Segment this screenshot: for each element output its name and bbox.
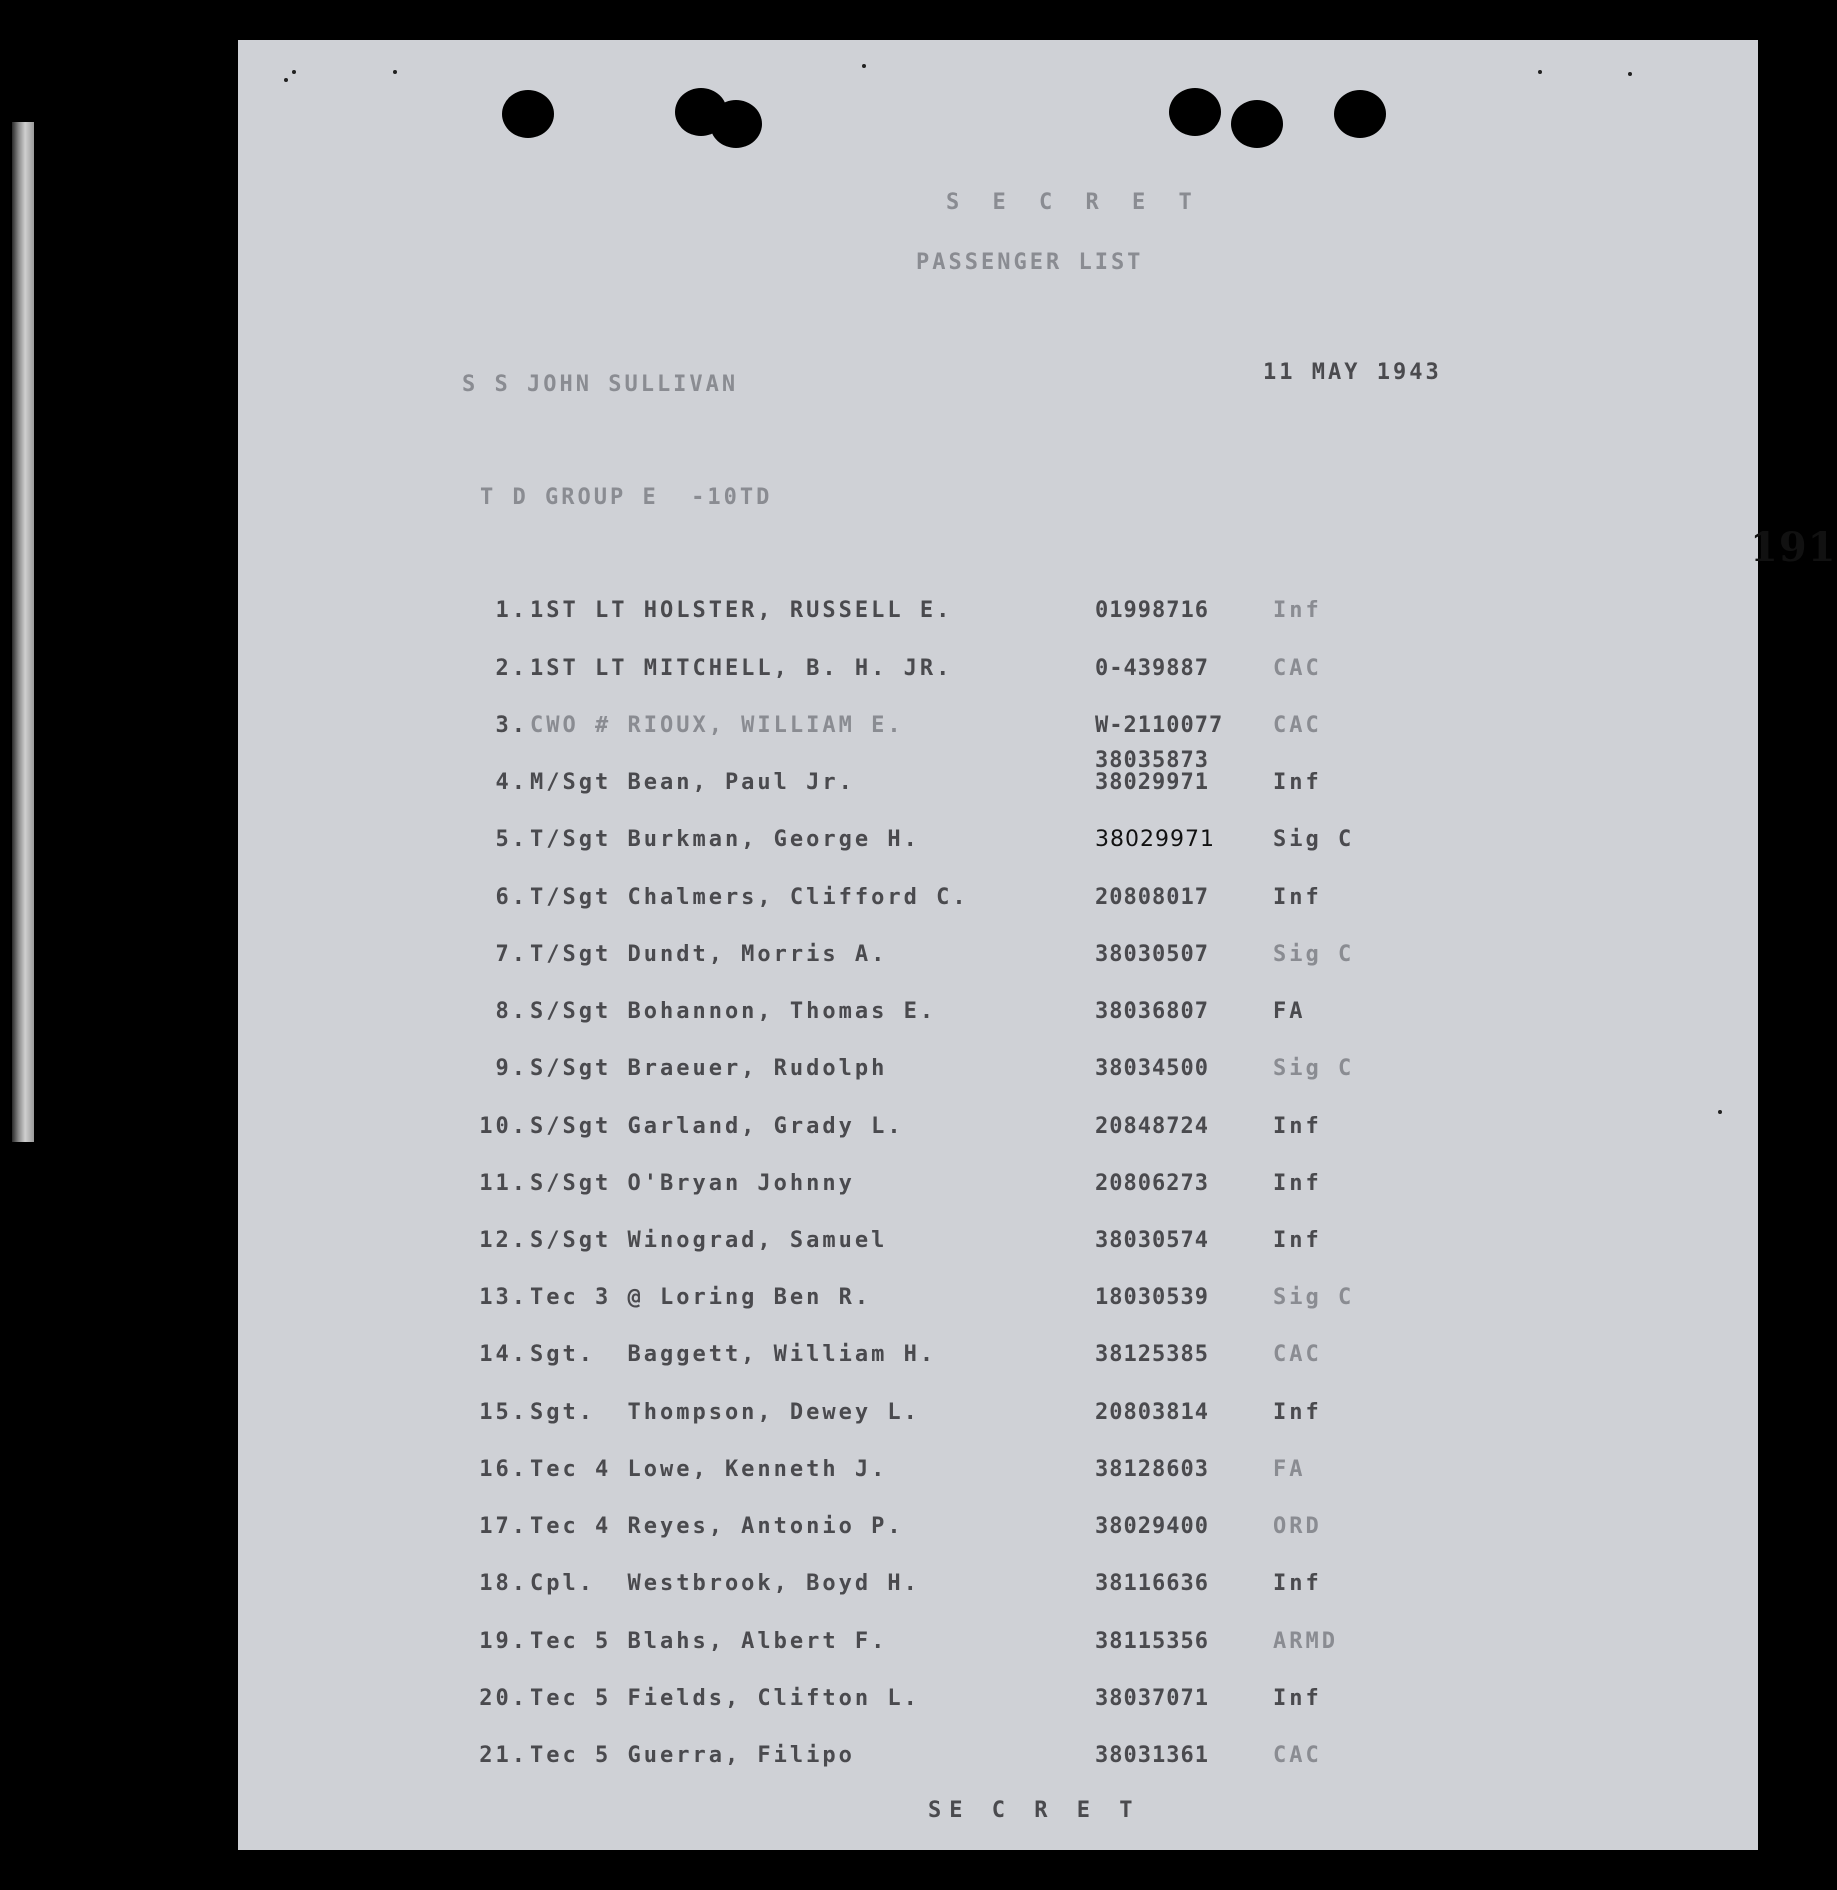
passenger-name: Tec 5 Guerra, Filipo [530,1743,855,1768]
passenger-row [238,1171,1758,1211]
branch: Inf [1273,1400,1322,1425]
serial-number: 20808017 [1095,885,1209,910]
passenger-row [238,1228,1758,1268]
row-number: 11. [479,1171,528,1196]
row-number: 4. [495,770,528,795]
passenger-name: Tec 3 @ Loring Ben R. [530,1285,872,1310]
passenger-row [238,1342,1758,1382]
passenger-row [238,1743,1758,1783]
passenger-row [238,1400,1758,1440]
speck [862,64,866,68]
passenger-row [238,827,1758,867]
passenger-name: S/Sgt Garland, Grady L. [530,1114,904,1139]
branch: Inf [1273,885,1322,910]
row-number: 21. [479,1743,528,1768]
punch-hole [1334,90,1386,138]
branch: Inf [1273,1228,1322,1253]
scanner-edge-strip [12,122,34,1142]
passenger-row [238,656,1758,696]
passenger-name: T/Sgt Dundt, Morris A. [530,942,888,967]
row-number: 14. [479,1342,528,1367]
passenger-name: S/Sgt Braeuer, Rudolph [530,1056,888,1081]
page-number: 191 [1750,524,1837,571]
serial-number: 38030507 [1095,942,1209,967]
passenger-row [238,942,1758,982]
branch: CAC [1273,713,1322,738]
branch: CAC [1273,656,1322,681]
passenger-name: S/Sgt Bohannon, Thomas E. [530,999,937,1024]
passenger-name: Tec 4 Reyes, Antonio P. [530,1514,904,1539]
passenger-name: CWO # RIOUX, WILLIAM E. [530,713,904,738]
row-number: 12. [479,1228,528,1253]
branch: ARMD [1273,1629,1338,1654]
speck [1628,72,1632,76]
passenger-row [238,1571,1758,1611]
serial-number: 20848724 [1095,1114,1209,1139]
serial-number: 38029971 [1095,827,1215,852]
passenger-row [238,598,1758,638]
passenger-name: M/Sgt Bean, Paul Jr. [530,770,855,795]
serial-number: 38116636 [1095,1571,1209,1596]
passenger-name: T/Sgt Burkman, George H. [530,827,920,852]
row-number: 2. [495,656,528,681]
row-number: 18. [479,1571,528,1596]
passenger-name: S/Sgt Winograd, Samuel [530,1228,888,1253]
speck [1538,70,1542,74]
passenger-row [238,1056,1758,1096]
branch: CAC [1273,1743,1322,1768]
passenger-row [238,713,1758,753]
serial-number: 01998716 [1095,598,1209,623]
passenger-row [238,1686,1758,1726]
passenger-name: Tec 5 Blahs, Albert F. [530,1629,888,1654]
row-number: 3. [495,713,528,738]
passenger-row [238,1629,1758,1669]
passenger-name: Sgt. Thompson, Dewey L. [530,1400,920,1425]
branch: Inf [1273,598,1322,623]
row-number: 19. [479,1629,528,1654]
branch: ORD [1273,1514,1322,1539]
passenger-row [238,1114,1758,1154]
branch: Inf [1273,1114,1322,1139]
row-number: 10. [479,1114,528,1139]
branch: Sig C [1273,1056,1355,1081]
branch: Sig C [1273,827,1355,852]
speck [284,78,288,82]
document-page [238,40,1837,1850]
passenger-row [238,1285,1758,1325]
branch: Inf [1273,770,1322,795]
row-number: 16. [479,1457,528,1482]
row-number: 20. [479,1686,528,1711]
branch: Inf [1273,1686,1322,1711]
passenger-name: 1ST LT MITCHELL, B. H. JR. [530,656,953,681]
branch: Sig C [1273,1285,1355,1310]
passenger-name: Cpl. Westbrook, Boyd H. [530,1571,920,1596]
serial-number: 20806273 [1095,1171,1209,1196]
serial-number: 38125385 [1095,1342,1209,1367]
group-designation: T D GROUP E -10TD [480,485,773,510]
serial-number: 18030539 [1095,1285,1209,1310]
branch: FA [1273,1457,1306,1482]
serial-number-above: 38035873 [1095,748,1209,773]
row-number: 17. [479,1514,528,1539]
branch: Sig C [1273,942,1355,967]
passenger-name: Tec 5 Fields, Clifton L. [530,1686,920,1711]
passenger-name: Sgt. Baggett, William H. [530,1342,937,1367]
row-number: 9. [495,1056,528,1081]
serial-number: W-2110077 [1095,713,1224,738]
row-number: 8. [495,999,528,1024]
document-title: PASSENGER LIST [916,250,1144,275]
speck [393,70,397,74]
passenger-name: S/Sgt O'Bryan Johnny [530,1171,855,1196]
passenger-name: 1ST LT HOLSTER, RUSSELL E. [530,598,953,623]
row-number: 6. [495,885,528,910]
header-classification: S E C R E T [946,190,1202,215]
speck [292,70,296,74]
row-number: 1. [495,598,528,623]
punch-hole [502,90,554,138]
row-number: 13. [479,1285,528,1310]
punch-hole [1169,88,1221,136]
branch: CAC [1273,1342,1322,1367]
serial-number: 38128603 [1095,1457,1209,1482]
row-number: 15. [479,1400,528,1425]
serial-number: 20803814 [1095,1400,1209,1425]
serial-number: 38036807 [1095,999,1209,1024]
serial-number: 38029971 [1095,770,1209,795]
list-date: 11 MAY 1943 [1263,360,1442,385]
branch: Inf [1273,1571,1322,1596]
passenger-name: Tec 4 Lowe, Kenneth J. [530,1457,888,1482]
passenger-name: T/Sgt Chalmers, Clifford C. [530,885,969,910]
punch-hole [710,100,762,148]
footer-classification: SE C R E T [928,1798,1141,1823]
serial-number: 38030574 [1095,1228,1209,1253]
passenger-row [238,748,1758,810]
passenger-row [238,999,1758,1039]
ship-name: S S JOHN SULLIVAN [462,372,739,397]
passenger-row [238,1514,1758,1554]
punch-hole [1231,100,1283,148]
serial-number: 38031361 [1095,1743,1209,1768]
passenger-row [238,885,1758,925]
row-number: 7. [495,942,528,967]
passenger-row [238,1457,1758,1497]
branch: FA [1273,999,1306,1024]
branch: Inf [1273,1171,1322,1196]
serial-number: 38037071 [1095,1686,1209,1711]
serial-number: 38029400 [1095,1514,1209,1539]
serial-number: 0-439887 [1095,656,1209,681]
serial-number: 38115356 [1095,1629,1209,1654]
serial-number: 38034500 [1095,1056,1209,1081]
row-number: 5. [495,827,528,852]
